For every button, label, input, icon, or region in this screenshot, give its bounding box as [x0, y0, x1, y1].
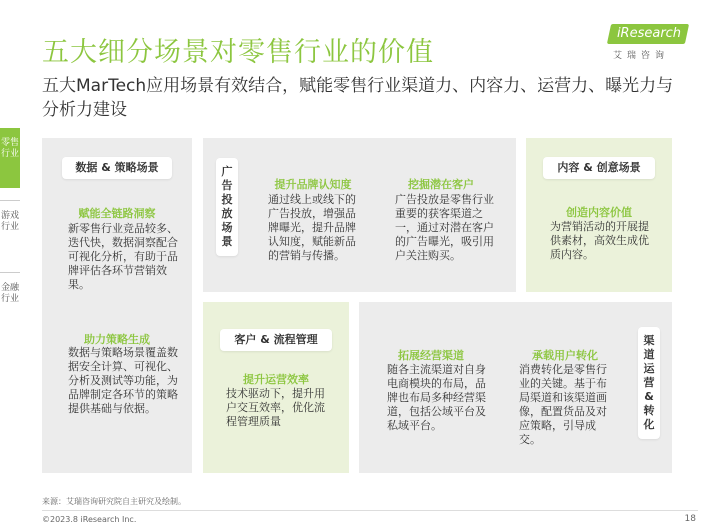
- channel-ops-tag: [638, 327, 660, 439]
- side-tab-gaming[interactable]: [0, 200, 20, 260]
- channel-text-2: 消费转化是零售行业的关键。基于布局渠道和该渠道画像，配置货品及对应策略，引导成交。: [519, 363, 607, 446]
- content-creative-tag: 内容 & 创意场景: [543, 157, 655, 179]
- data-strategy-tag: 数据 & 策略场景: [62, 157, 172, 179]
- ad-placement-tag: [216, 158, 238, 256]
- ad-heading-1: 提升品牌认知度: [274, 178, 352, 191]
- page-number: 18: [684, 514, 696, 524]
- side-tab-label: 游戏行业: [0, 211, 19, 232]
- data-strategy-heading-2: 助力策略生成: [84, 333, 150, 346]
- ad-placement-tag-text: 广告投放场景: [221, 165, 233, 248]
- customer-process-tag: 客户 & 流程管理: [220, 329, 332, 351]
- content-heading-1: 创造内容价值: [566, 206, 632, 219]
- page-subtitle: 五大MarTech应用场景有效结合，赋能零售行业渠道力、内容力、运营力、曝光力与分析力建设: [42, 76, 674, 120]
- footer-divider: [42, 510, 698, 511]
- data-strategy-heading-1: 赋能全链路洞察: [78, 207, 156, 220]
- channel-ops-tag-text: 渠道运营&转化: [643, 334, 655, 431]
- data-strategy-text-2: 数据与策略场景覆盖数据安全计算、可视化、分析及测试等功能，为品牌制定各环节的策略提供基础与依据。: [68, 346, 178, 415]
- channel-text-1: 随各主流渠道对自身电商模块的布局，品牌也布局多种经营渠道，包括公域平台及私域平台。: [387, 363, 486, 432]
- channel-heading-1: 拓展经营渠道: [398, 349, 464, 362]
- logo-brand: iResearch: [616, 26, 682, 41]
- source-note: 来源：艾瑞咨询研究院自主研究及绘制。: [42, 497, 186, 506]
- logo-cn: 艾瑞咨询: [613, 51, 670, 61]
- content-text-1: 为营销活动的开展提供素材，高效生成优质内容。: [550, 220, 649, 261]
- data-strategy-panel: [42, 138, 192, 473]
- customer-heading-1: 提升运营效率: [243, 373, 309, 386]
- ad-heading-2: 挖掘潜在客户: [408, 178, 474, 191]
- side-tab-retail[interactable]: [0, 128, 20, 188]
- customer-text-1: 技术驱动下，提升用户交互效率，优化流程管理质量: [226, 387, 325, 428]
- copyright: ©2023.8 iResearch Inc.: [42, 515, 137, 524]
- side-tab-finance[interactable]: [0, 272, 20, 332]
- data-strategy-text-1: 新零售行业竞品较多、迭代快，数据洞察配合可视化分析，有助于品牌评估各环节营销效果。: [68, 222, 178, 291]
- ad-text-1: 通过线上或线下的广告投放，增强品牌曝光，提升品牌认知度，赋能新品的营销与传播。: [268, 193, 356, 262]
- side-tab-label: 金融行业: [0, 283, 19, 304]
- page-title: 五大细分场景对零售行业的价值: [42, 37, 434, 68]
- channel-heading-2: 承载用户转化: [532, 349, 598, 362]
- iresearch-logo: [597, 22, 697, 62]
- ad-text-2: 广告投放是零售行业重要的获客渠道之一，通过对潜在客户的广告曝光，吸引用户关注购买。: [395, 193, 494, 262]
- side-tab-label: 零售行业: [0, 138, 19, 159]
